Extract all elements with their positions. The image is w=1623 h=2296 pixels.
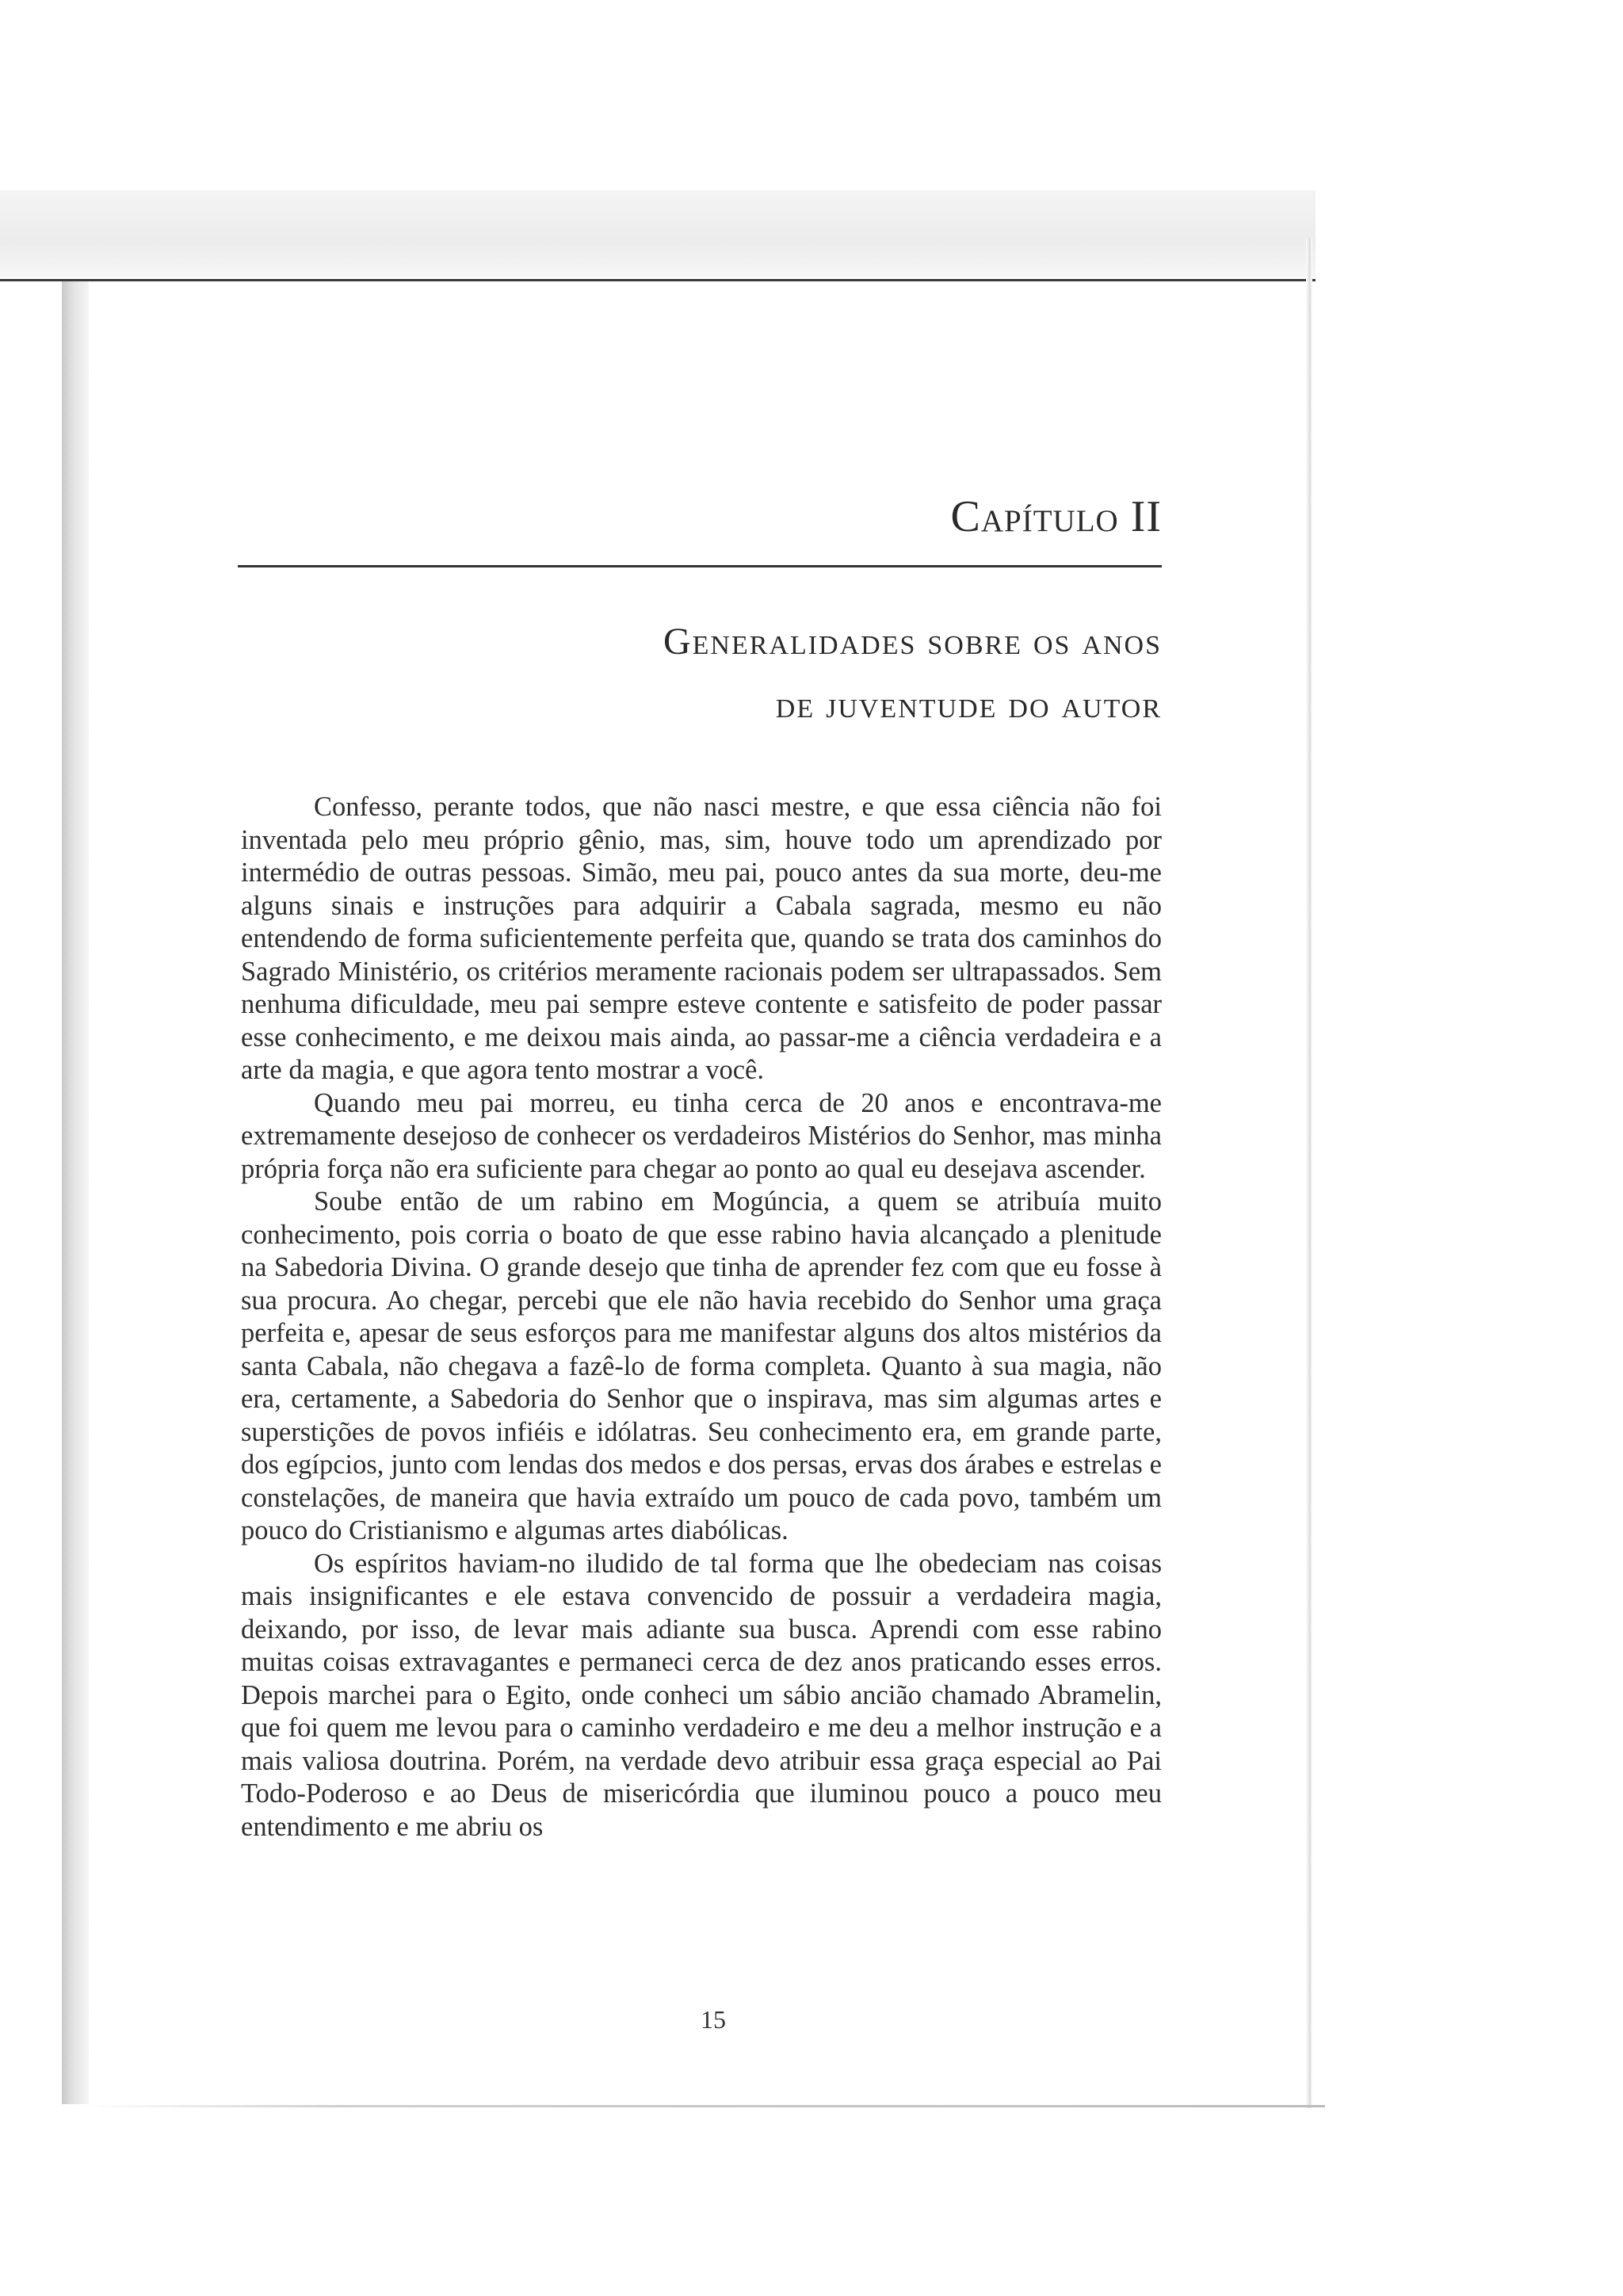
paragraph-4: Os espíritos haviam-no iludido de tal forma que lhe obedeciam nas coisas mais insignificantes e ele estava convencido de possuir a verdadeira magia, deixando, por isso, de levar mais adiante sua busca. Aprendi com esse rabino muitas coisas extravagantes e permaneci cerca de dez anos praticando esses erros. Depois marchei para o Egito, onde conheci um sábio ancião chamado Abramelin, que foi quem me levou para o caminho verdadeiro e me deu a melhor instrução e a mais valiosa doutrina. Porém, na verdade devo atribuir essa graça especial ao Pai Todo-Poderoso e ao Deus de misericórdia que iluminou pouco a pouco meu entendimento e me abriu os [241,1548,1162,1842]
paragraph-3: Soube então de um rabino em Mogúncia, a quem se atribuía muito conhecimento, pois corria o boato de que esse rabino havia alcançado a plenitude na Sabedoria Divina. O grande desejo que tinha de aprender fez com que eu fosse à sua procura. Ao chegar, percebi que ele não havia recebido do Senhor uma graça perfeita e, apesar de seus esforços para me manifestar alguns dos altos mistérios da santa Cabala, não chegava a fazê-lo de forma completa. Quanto à sua magia, não era, certamente, a Sabedoria do Senhor que o inspirava, mas sim algumas artes e superstições de povos infiéis e idólatras. Seu conhecimento era, em grande parte, dos egípcios, junto com lendas dos medos e dos persas, ervas dos árabes e estrelas e constelações, de maneira que havia extraído um pouco de cada povo, também um pouco do Cristianismo e algumas artes diabólicas. [241,1186,1162,1545]
scan-shadow-top [0,190,1316,277]
scan-edge-right [1306,238,1312,2108]
paragraph-2: Quando meu pai morreu, eu tinha cerca de 20 anos e encontrava-me extremamente desejoso de conhecer os verdadeiros Mistérios do Senhor, mas minha própria força não era suficiente para chegar ao ponto ao qual eu desejava ascender. [241,1087,1162,1184]
chapter-label: Capítulo II [950,492,1162,541]
chapter-rule [238,565,1162,567]
chapter-title-line-2: de juventude do autor [775,684,1162,726]
scan-edge-top [0,279,1316,281]
body-text [241,791,1162,1843]
chapter-title-line-1: Generalidades sobre os anos [663,621,1162,663]
scan-edge-bottom [89,2105,1325,2107]
scan-edge-left [62,281,89,2104]
page-number: 15 [701,2005,726,2034]
chapter-title [444,610,1162,737]
paragraph-1: Confesso, perante todos, que não nasci mestre, e que essa ciência não foi inventada pelo meu próprio gênio, mas, sim, houve todo um aprendizado por intermédio de outras pessoas. Simão, meu pai, pouco antes da sua morte, deu-me alguns sinais e instruções para adquirir a Cabala sagrada, mesmo eu não entendendo de forma suficientemente perfeita que, quando se trata dos caminhos do Sagrado Ministério, os critérios meramente racionais podem ser ultrapassados. Sem nenhuma dificuldade, meu pai sempre esteve contente e satisfeito de poder passar esse conhecimento, e me deixou mais ainda, ao passar-me a ciência verdadeira e a arte da magia, e que agora tento mostrar a você. [241,792,1162,1085]
